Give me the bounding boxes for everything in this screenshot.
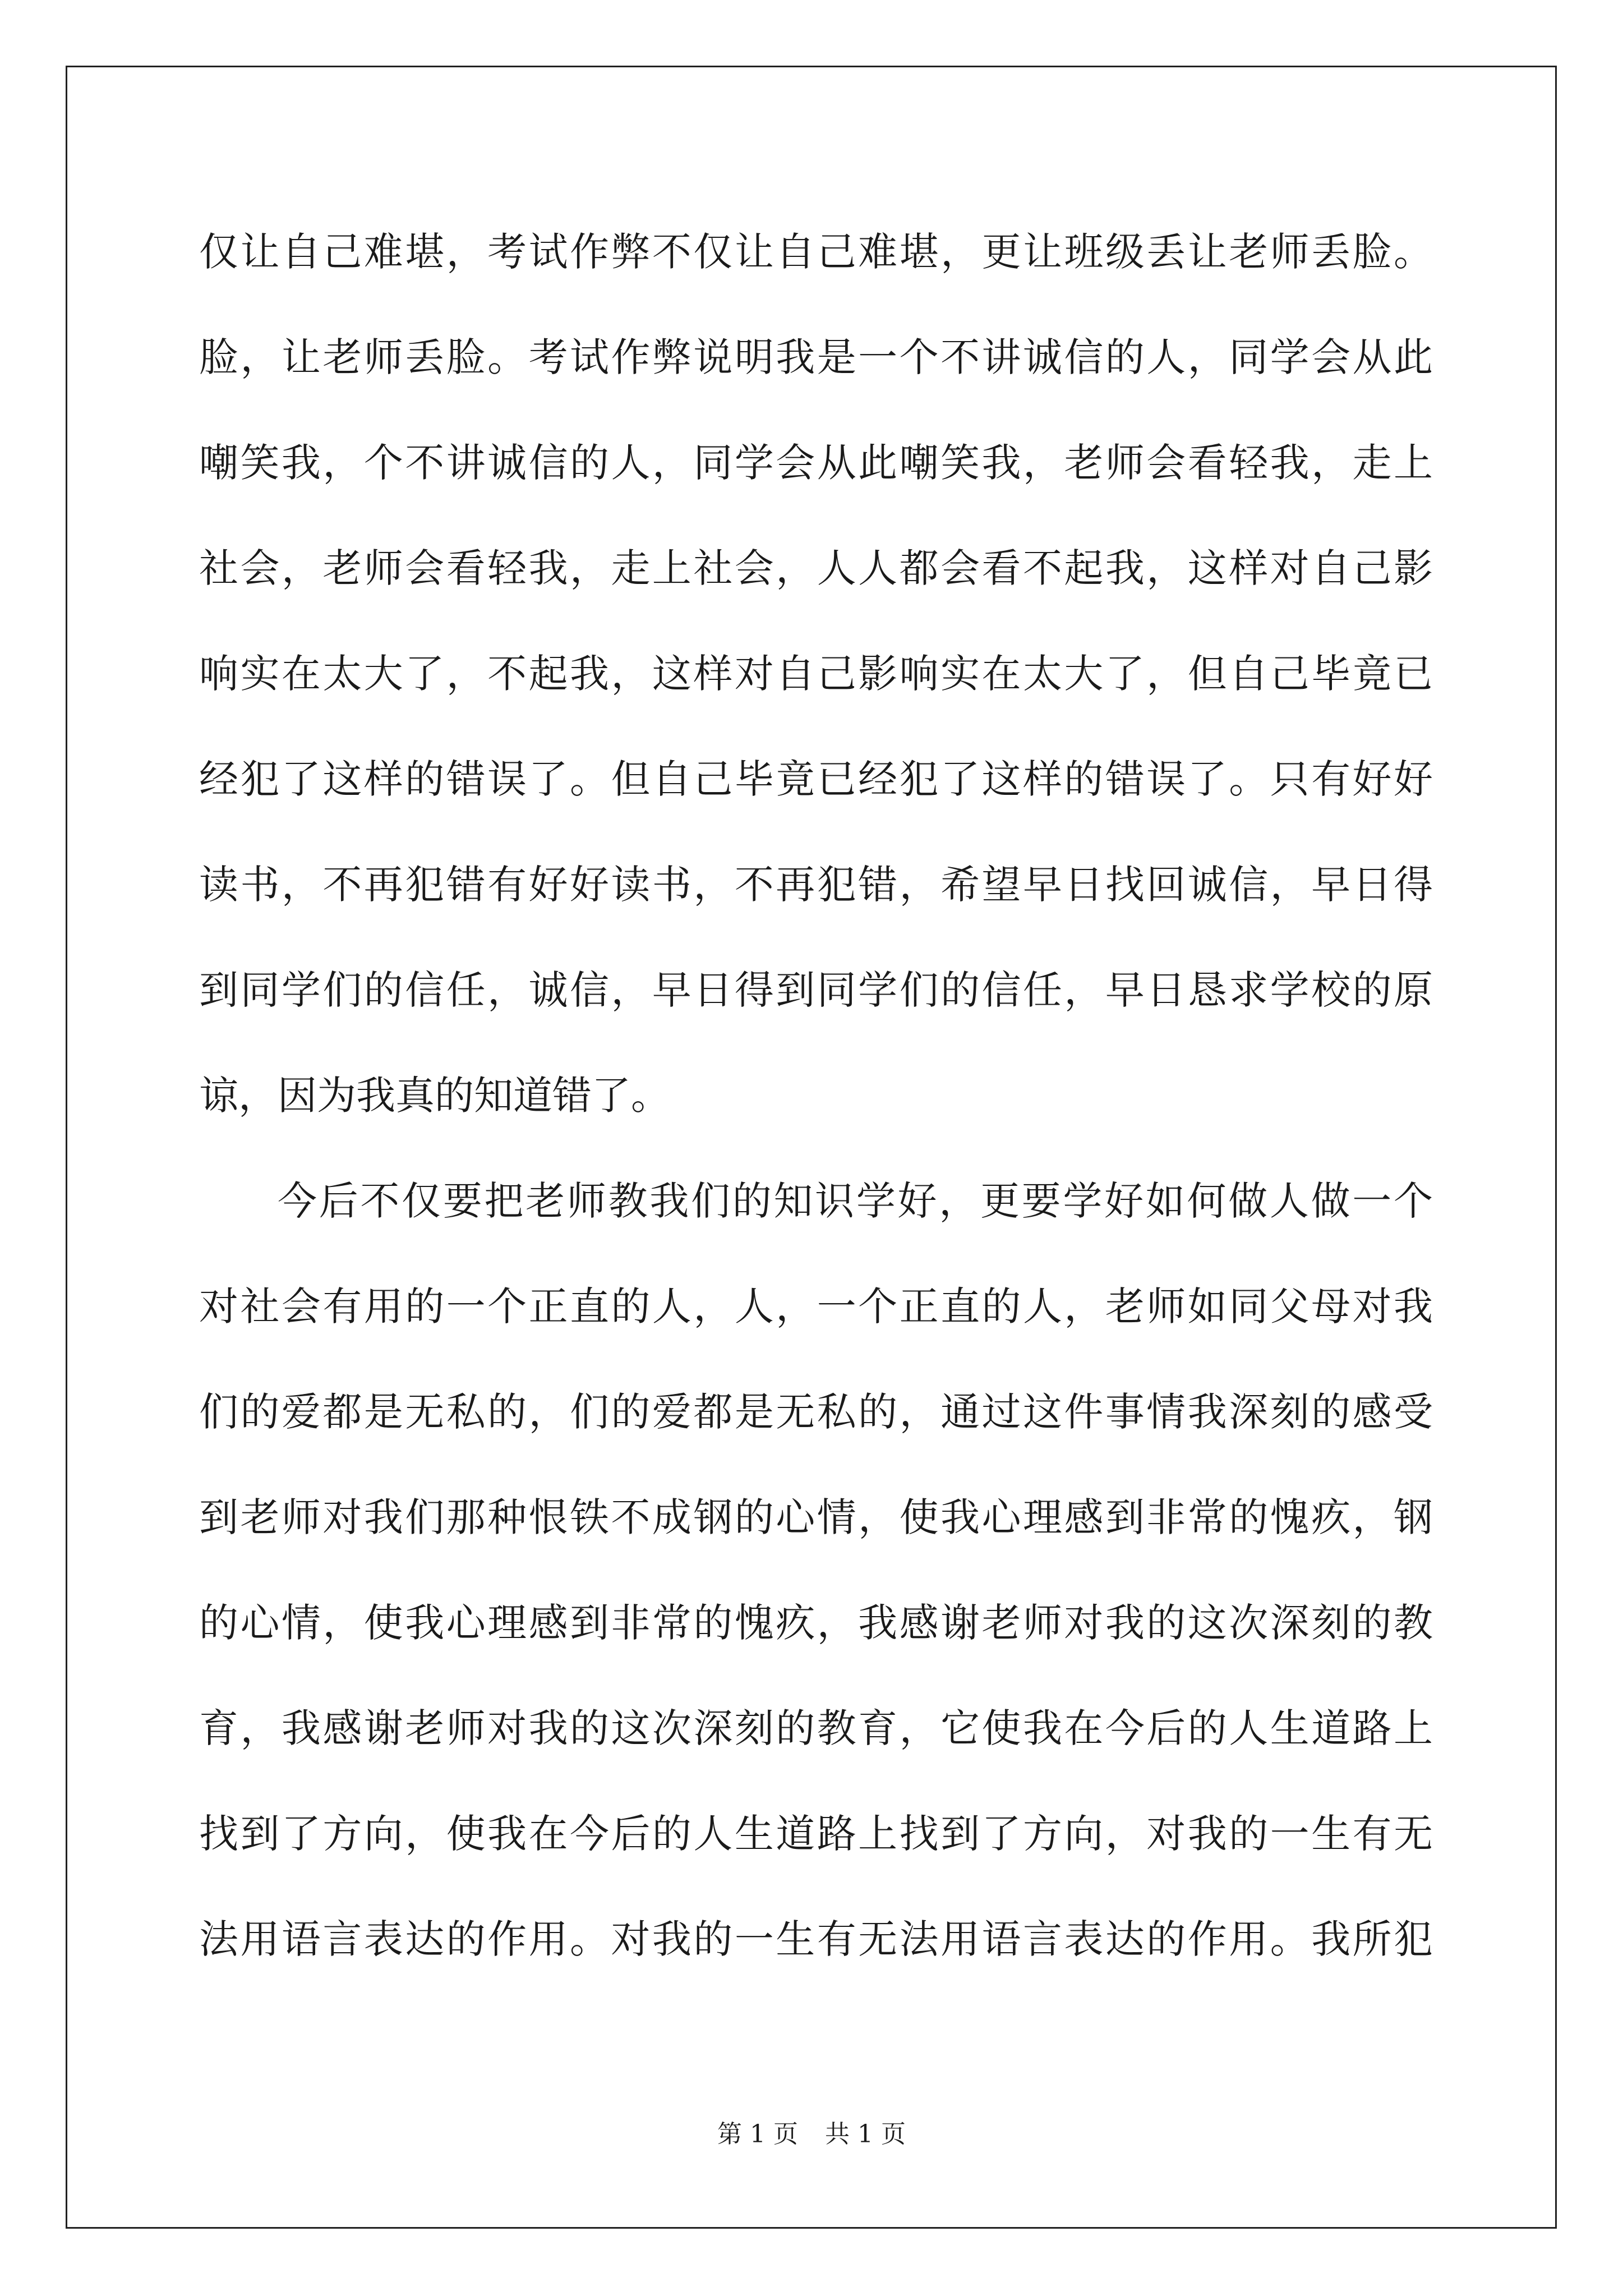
page-footer: [0, 2118, 1623, 2151]
text-line: 到同学们的信任，诚信，早日得到同学们的信任，早日恳求学校的原: [199, 967, 1433, 1013]
text-line: 谅，因为我真的知道错了。: [199, 1073, 670, 1119]
text-line: 响实在太大了，不起我，这样对自己影响实在太大了，但自己毕竟已: [199, 651, 1433, 697]
text-line: 到老师对我们那种恨铁不成钢的心情，使我心理感到非常的愧疚，钢: [199, 1494, 1433, 1540]
text-line: 脸，让老师丢脸。考试作弊说明我是一个不讲诚信的人，同学会从此: [199, 334, 1433, 380]
text-line: 们的爱都是无私的，们的爱都是无私的，通过这件事情我深刻的感受: [199, 1389, 1433, 1435]
paragraph-first-line: 今后不仅要把老师教我们的知识学好，更要学好如何做人做一个: [278, 1178, 1433, 1224]
text-line: 的心情，使我心理感到非常的愧疚，我感谢老师对我的这次深刻的教: [199, 1600, 1433, 1646]
document-body: [199, 199, 1433, 1992]
text-line: 社会，老师会看轻我，走上社会，人人都会看不起我，这样对自己影: [199, 545, 1433, 591]
text-line: 育，我感谢老师对我的这次深刻的教育，它使我在今后的人生道路上: [199, 1705, 1433, 1751]
page-number-current: 第 1 页: [717, 2120, 798, 2148]
text-line: 找到了方向，使我在今后的人生道路上找到了方向，对我的一生有无: [199, 1811, 1433, 1857]
text-line: 对社会有用的一个正直的人，人，一个正直的人，老师如同父母对我: [199, 1283, 1433, 1329]
page-number-total: 共 1 页: [825, 2120, 906, 2148]
text-line: 仅让自己难堪，考试作弊不仅让自己难堪，更让班级丢让老师丢脸。: [199, 229, 1433, 275]
text-line: 法用语言表达的作用。对我的一生有无法用语言表达的作用。我所犯: [199, 1916, 1433, 1962]
text-line: 嘲笑我，个不讲诚信的人，同学会从此嘲笑我，老师会看轻我，走上: [199, 440, 1433, 486]
text-line: 经犯了这样的错误了。但自己毕竟已经犯了这样的错误了。只有好好: [199, 756, 1433, 802]
text-line: 读书，不再犯错有好好读书，不再犯错，希望早日找回诚信，早日得: [199, 862, 1433, 908]
